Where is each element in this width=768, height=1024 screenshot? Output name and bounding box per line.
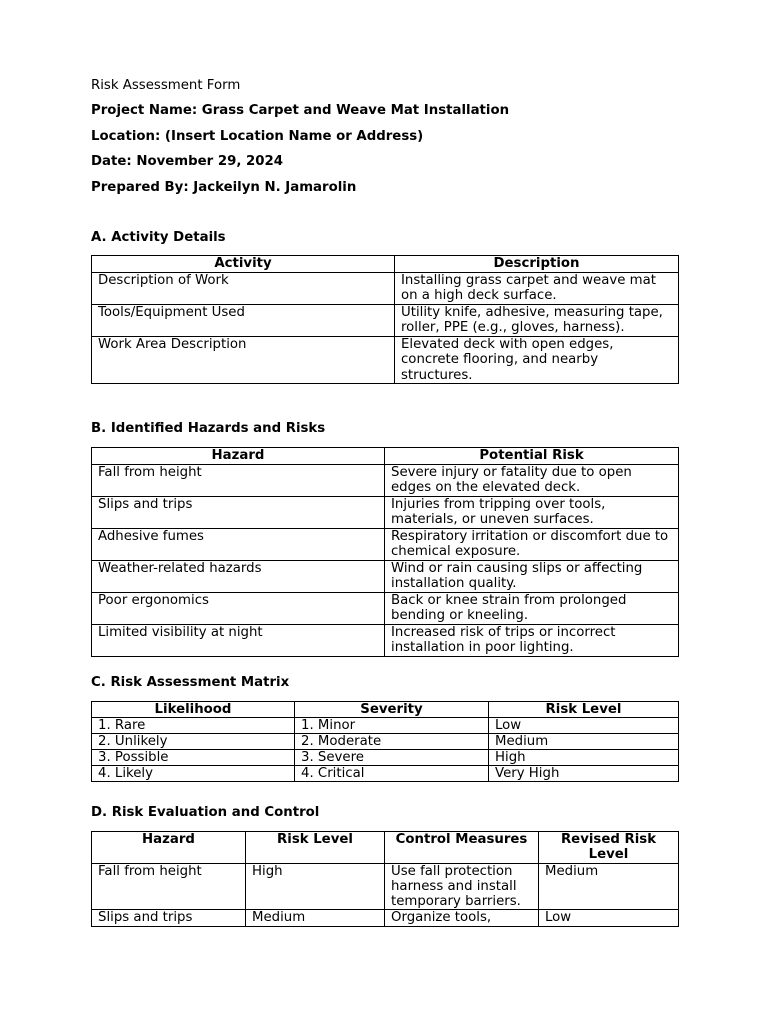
- section-c-title: C. Risk Assessment Matrix: [91, 675, 290, 690]
- table-cell: High: [489, 750, 679, 766]
- table-cell: Medium: [489, 734, 679, 750]
- table-cell: 2. Moderate: [295, 734, 489, 750]
- table-cell: Medium: [539, 863, 679, 910]
- table-cell: Utility knife, adhesive, measuring tape, roller, PPE (e.g., gloves, harness).: [395, 304, 679, 336]
- table-row: [92, 592, 679, 624]
- column-header: Risk Level: [489, 702, 679, 718]
- table-cell: 3. Possible: [92, 750, 295, 766]
- project-name: Project Name: Grass Carpet and Weave Mat Installation: [91, 103, 510, 118]
- table-cell: Fall from height: [92, 464, 385, 496]
- table-row: [92, 528, 679, 560]
- table-cell: Organize tools,: [385, 910, 539, 926]
- column-header: Control Measures: [385, 832, 539, 864]
- column-header: Description: [395, 256, 679, 273]
- table-row: [92, 496, 679, 528]
- table-cell: 4. Critical: [295, 766, 489, 782]
- table-cell: Severe injury or fatality due to open edges on the elevated deck.: [385, 464, 679, 496]
- table-row: [92, 750, 679, 766]
- table-cell: Weather-related hazards: [92, 560, 385, 592]
- table-row: [92, 304, 679, 336]
- table-cell: Elevated deck with open edges, concrete flooring, and nearby structures.: [395, 336, 679, 384]
- table-header-row: [92, 702, 679, 718]
- risk-control-table: [91, 831, 679, 927]
- table-cell: Installing grass carpet and weave mat on a high deck surface.: [395, 272, 679, 304]
- table-header-row: [92, 256, 679, 273]
- column-header: Revised Risk Level: [539, 832, 679, 864]
- table-cell: Fall from height: [92, 863, 246, 910]
- table-row: [92, 910, 679, 926]
- table-cell: Medium: [246, 910, 385, 926]
- table-row: [92, 718, 679, 734]
- table-row: [92, 624, 679, 656]
- prepared-by: Prepared By: Jackeilyn N. Jamarolin: [91, 180, 357, 195]
- table-cell: Increased risk of trips or incorrect installation in poor lighting.: [385, 624, 679, 656]
- table-cell: Wind or rain causing slips or affecting installation quality.: [385, 560, 679, 592]
- table-cell: Limited visibility at night: [92, 624, 385, 656]
- table-cell: Back or knee strain from prolonged bending or kneeling.: [385, 592, 679, 624]
- table-row: [92, 560, 679, 592]
- table-row: [92, 863, 679, 910]
- table-cell: Use fall protection harness and install temporary barriers.: [385, 863, 539, 910]
- table-cell: Respiratory irritation or discomfort due to chemical exposure.: [385, 528, 679, 560]
- location: Location: (Insert Location Name or Address): [91, 129, 424, 144]
- column-header: Potential Risk: [385, 448, 679, 465]
- table-cell: Injuries from tripping over tools, materials, or uneven surfaces.: [385, 496, 679, 528]
- table-cell: Adhesive fumes: [92, 528, 385, 560]
- table-cell: Poor ergonomics: [92, 592, 385, 624]
- table-row: [92, 336, 679, 384]
- table-cell: Low: [539, 910, 679, 926]
- table-row: [92, 272, 679, 304]
- table-cell: 1. Rare: [92, 718, 295, 734]
- table-row: [92, 734, 679, 750]
- table-cell: Slips and trips: [92, 496, 385, 528]
- table-row: [92, 766, 679, 782]
- column-header: Likelihood: [92, 702, 295, 718]
- column-header: Risk Level: [246, 832, 385, 864]
- table-cell: High: [246, 863, 385, 910]
- table-cell: Low: [489, 718, 679, 734]
- date: Date: November 29, 2024: [91, 154, 284, 169]
- table-cell: 1. Minor: [295, 718, 489, 734]
- activity-details-table: [91, 255, 679, 384]
- table-header-row: [92, 832, 679, 864]
- table-cell: Work Area Description: [92, 336, 395, 384]
- column-header: Severity: [295, 702, 489, 718]
- hazards-table: [91, 447, 679, 657]
- column-header: Activity: [92, 256, 395, 273]
- risk-matrix-table: [91, 701, 679, 782]
- column-header: Hazard: [92, 832, 246, 864]
- section-d-title: D. Risk Evaluation and Control: [91, 805, 320, 820]
- table-cell: Tools/Equipment Used: [92, 304, 395, 336]
- table-row: [92, 464, 679, 496]
- form-title: Risk Assessment Form: [91, 78, 241, 93]
- table-cell: 2. Unlikely: [92, 734, 295, 750]
- table-cell: 4. Likely: [92, 766, 295, 782]
- column-header: Hazard: [92, 448, 385, 465]
- table-header-row: [92, 448, 679, 465]
- table-cell: Slips and trips: [92, 910, 246, 926]
- table-cell: Very High: [489, 766, 679, 782]
- table-cell: 3. Severe: [295, 750, 489, 766]
- section-b-title: B. Identified Hazards and Risks: [91, 421, 326, 436]
- section-a-title: A. Activity Details: [91, 230, 226, 245]
- table-cell: Description of Work: [92, 272, 395, 304]
